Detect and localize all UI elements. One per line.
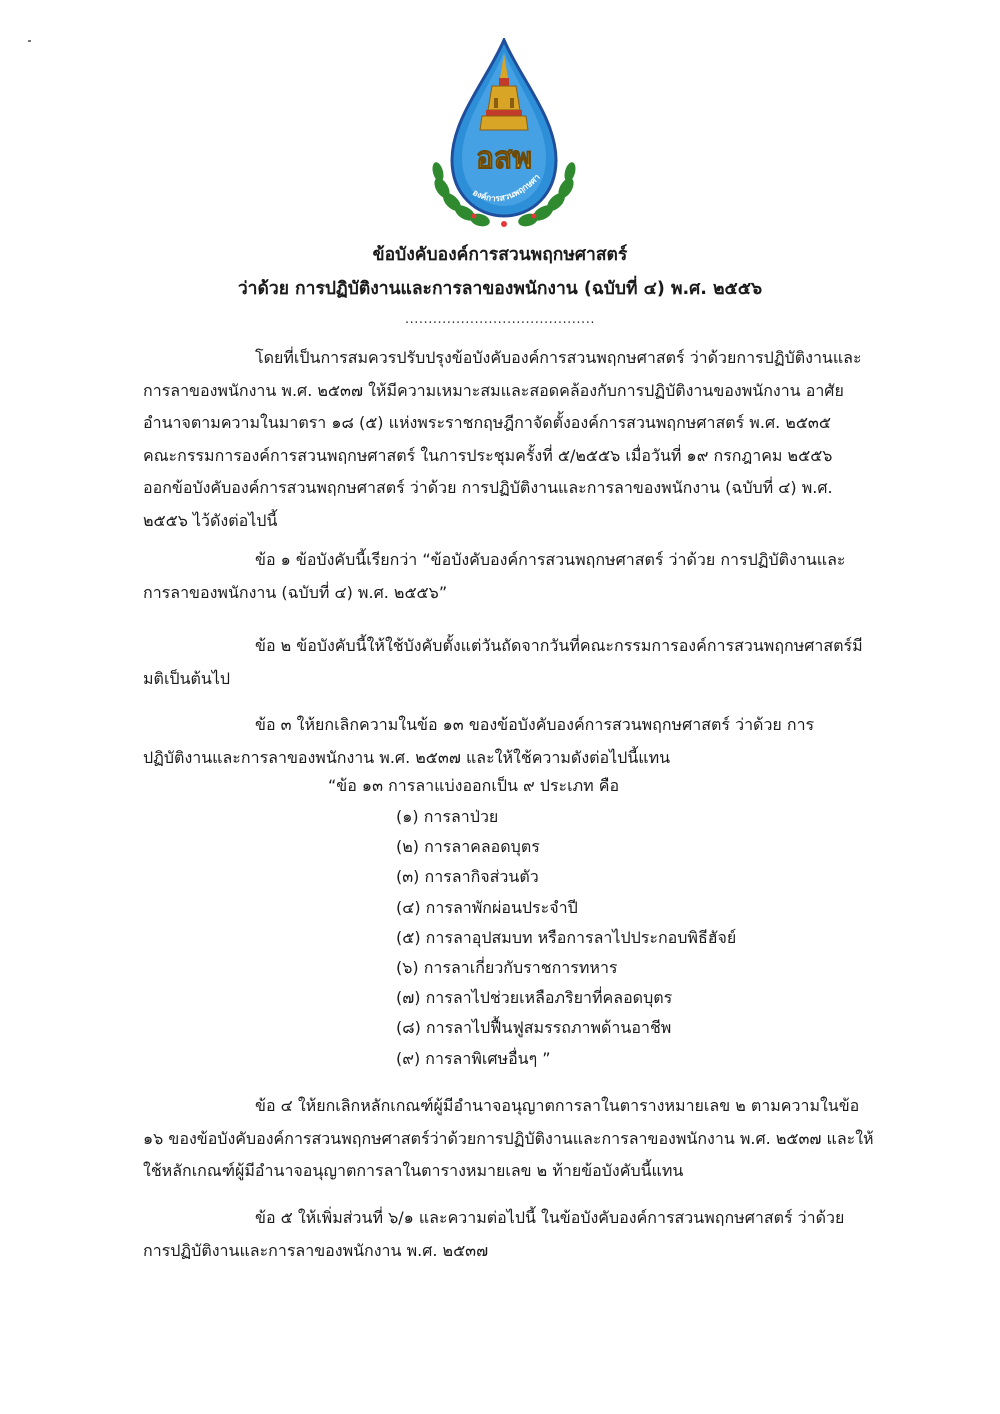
clause-line: ข้อ ๓ ให้ยกเลิกความในข้อ ๑๓ ของข้อบังคับองค์การสวนพฤกษศาสตร์ ว่าด้วย การ <box>255 715 815 734</box>
clause-line: ปฏิบัติงานและการลาของพนักงาน พ.ศ. ๒๕๓๗ และให้ใช้ความดังต่อไปนี้แทน <box>143 747 671 767</box>
clause-line: การลาของพนักงาน (ฉบับที่ ๔) พ.ศ. ๒๕๕๖” <box>143 582 448 602</box>
preamble-paragraph <box>143 342 913 537</box>
preamble-line: โดยที่เป็นการสมควรปรับปรุงข้อบังคับองค์การสวนพฤกษศาสตร์ ว่าด้วยการปฏิบัติงานและ <box>255 348 862 367</box>
clause-line: การปฏิบัติงานและการลาของพนักงาน พ.ศ. ๒๕๓๗ <box>143 1240 489 1260</box>
seal-drop-icon <box>428 38 580 228</box>
list-item: (๒) การลาคลอดบุตร <box>396 837 540 857</box>
list-item: (๑) การลาป่วย <box>396 807 499 826</box>
preamble-line: คณะกรรมการองค์การสวนพฤกษศาสตร์ ในการประชุมครั้งที่ ๕/๒๕๕๖ เมื่อวันที่ ๑๙ กรกฎาคม ๒๕๕๖ <box>143 445 833 465</box>
clause-4 <box>143 1090 913 1188</box>
list-item: (๖) การลาเกี่ยวกับราชการทหาร <box>396 958 618 978</box>
title-line-1: ข้อบังคับองค์การสวนพฤกษศาสตร์ <box>372 245 628 265</box>
scan-speck <box>28 40 31 42</box>
preamble-line: ๒๕๕๖ ไว้ดังต่อไปนี้ <box>143 510 278 530</box>
preamble-line: การลาของพนักงาน พ.ศ. ๒๕๓๗ ให้มีความเหมาะสมและสอดคล้องกับการปฏิบัติงานของพนักงาน อาศัย <box>143 380 844 400</box>
clause-5 <box>143 1202 913 1267</box>
preamble-line: อำนาจตามความในมาตรา ๑๘ (๕) แห่งพระราชกฤษฎีกาจัดตั้งองค์การสวนพฤกษศาสตร์ พ.ศ. ๒๕๓๕ <box>143 413 831 432</box>
clause-line: ข้อ ๕ ให้เพิ่มส่วนที่ ๖/๑ และความต่อไปนี้ ในข้อบังคับองค์การสวนพฤกษศาสตร์ ว่าด้วย <box>255 1208 845 1227</box>
title-separator: ......................................... <box>405 312 595 327</box>
clause-line: มติเป็นต้นไป <box>143 668 231 688</box>
clause-3 <box>143 709 913 774</box>
list-item: (๓) การลากิจส่วนตัว <box>396 867 539 887</box>
seal-monogram: อสพ <box>475 141 533 176</box>
leave-types-list <box>396 802 736 1074</box>
clause-line: ใช้หลักเกณฑ์ผู้มีอำนาจอนุญาตการลาในตารางหมายเลข ๒ ท้ายข้อบังคับนี้แทน <box>143 1161 684 1180</box>
preamble-line: ออกข้อบังคับองค์การสวนพฤกษศาสตร์ ว่าด้วย การปฏิบัติงานและการลาของพนักงาน (ฉบับที่ ๔) พ.ศ. <box>143 478 833 497</box>
clause-line: ข้อ ๒ ข้อบังคับนี้ให้ใช้บังคับตั้งแต่วันถัดจากวันที่คณะกรรมการองค์การสวนพฤกษศาสตร์มี <box>255 636 863 655</box>
title-line-2: ว่าด้วย การปฏิบัติงานและการลาของพนักงาน (ฉบับที่ ๔) พ.ศ. ๒๕๕๖ <box>237 279 763 299</box>
clause-line: ข้อ ๔ ให้ยกเลิกหลักเกณฑ์ผู้มีอำนาจอนุญาตการลาในตารางหมายเลข ๒ ตามความในข้อ <box>255 1096 860 1115</box>
organization-seal-logo <box>428 38 580 228</box>
list-item: (๔) การลาพักผ่อนประจำปี <box>396 897 578 917</box>
list-item: (๕) การลาอุปสมบท หรือการลาไปประกอบพิธีฮัจย์ <box>396 927 737 947</box>
clause-line: ๑๖ ของข้อบังคับองค์การสวนพฤกษศาสตร์ว่าด้วยการปฏิบัติงานและการลาของพนักงาน พ.ศ. ๒๕๓๗ และให้ <box>143 1128 874 1148</box>
clause-1 <box>143 544 913 609</box>
seal-org-name: องค์การสวนพฤกษศา <box>470 172 543 205</box>
list-item: (๗) การลาไปช่วยเหลือภริยาที่คลอดบุตร <box>396 988 673 1008</box>
list-item: (๘) การลาไปฟื้นฟูสมรรถภาพด้านอาชีพ <box>396 1018 672 1038</box>
list-item: (๙) การลาพิเศษอื่นๆ ” <box>396 1048 551 1068</box>
clause-3-quote-head: “ข้อ ๑๓ การลาแบ่งออกเป็น ๙ ประเภท คือ <box>328 776 620 795</box>
clause-line: ข้อ ๑ ข้อบังคับนี้เรียกว่า “ข้อบังคับองค์การสวนพฤกษศาสตร์ ว่าด้วย การปฏิบัติงานและ <box>255 550 846 569</box>
document-title <box>0 238 1000 306</box>
clause-2 <box>143 630 913 695</box>
